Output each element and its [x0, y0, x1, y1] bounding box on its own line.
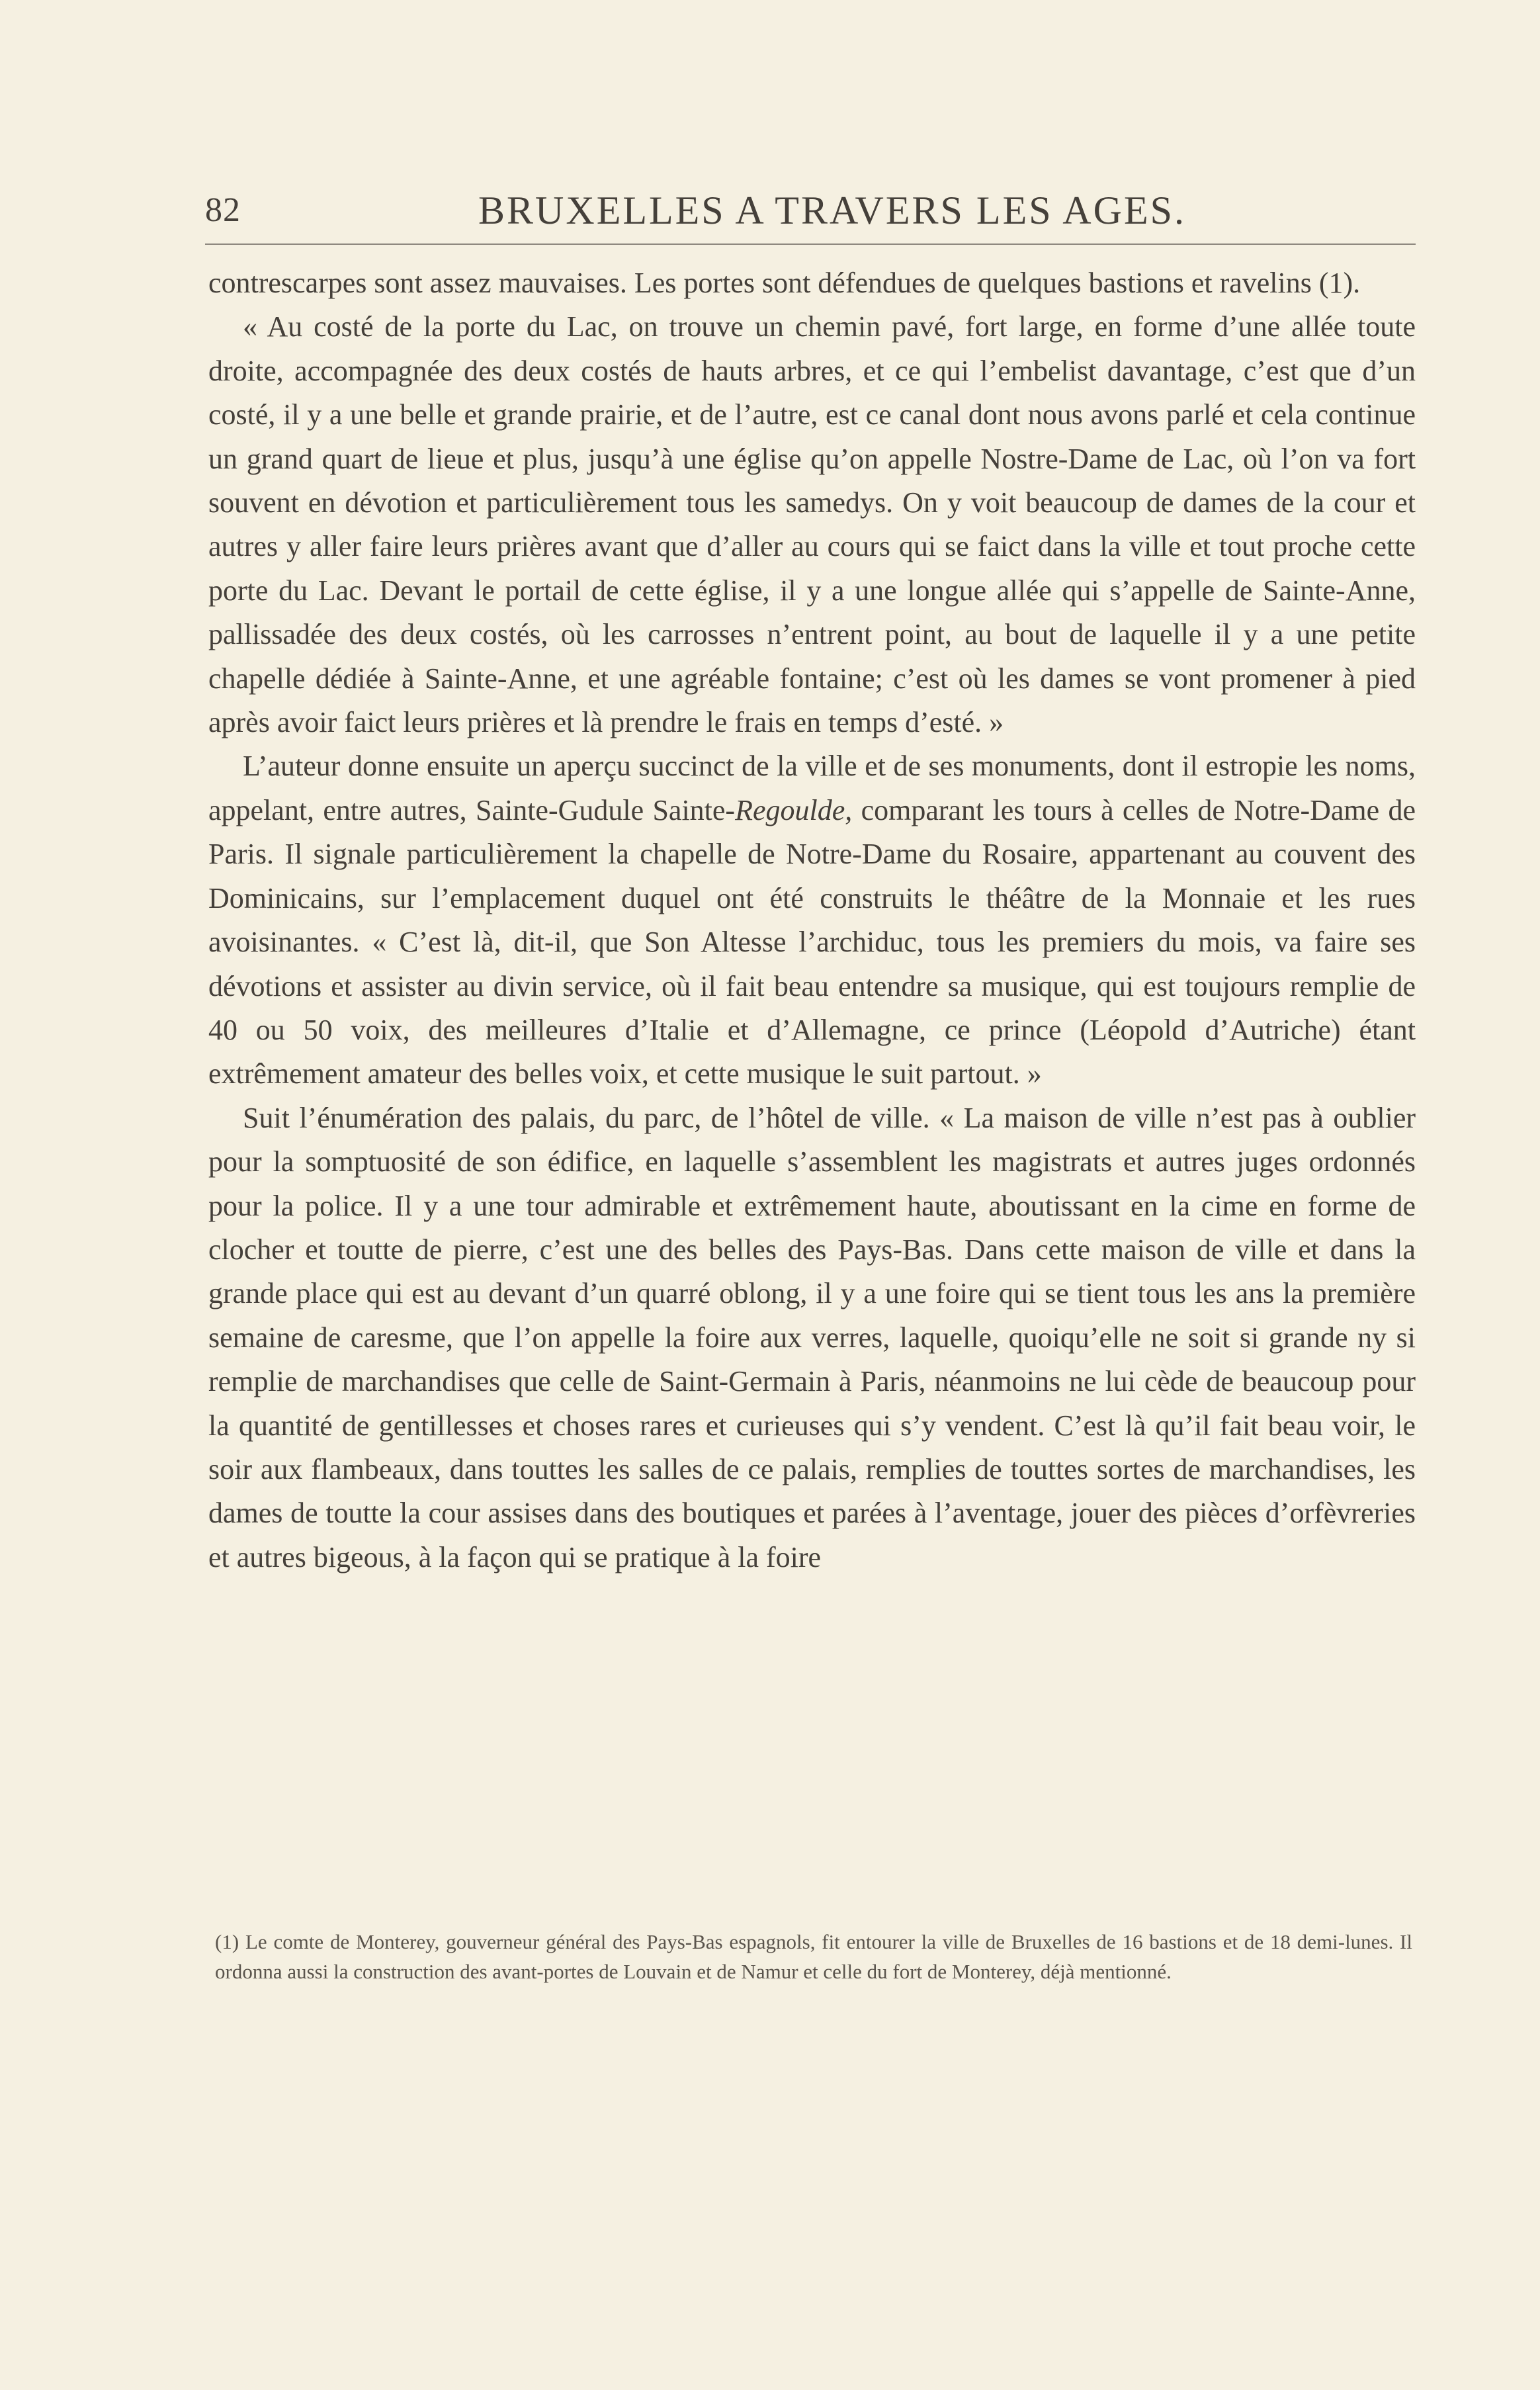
main-text	[208, 261, 1416, 1579]
italic-name: Regoulde,	[735, 793, 853, 826]
page-number: 82	[205, 191, 241, 229]
paragraph	[208, 744, 1416, 1096]
running-title: BRUXELLES A TRAVERS LES AGES.	[478, 189, 1186, 232]
paragraph: Suit l’énumération des palais, du parc, de l’hôtel de ville. « La maison de ville n’est pas à oublier pour la somptuosité de son édifice, en laquelle s’assemblent les magistrats et autres juges ordonnés pour la police. Il y a une tour admirable et extrêmement haute, aboutissant en la cime en forme de clocher et toutte de pierre, c’est une des belles des Pays-Bas. Dans cette maison de ville et dans la grande place qui est au devant d’un quarré oblong, il y a une foire qui se tient tous les ans la première semaine de caresme, que l’on appelle la foire aux verres, laquelle, quoiqu’elle ne soit si grande ny si remplie de marchandises que celle de Saint-Germain à Paris, néanmoins ne lui cède de beaucoup pour la quantité de gentillesses et choses rares et curieuses qui s’y vendent. C’est là qu’il fait beau voir, le soir aux flambeaux, dans touttes les salles de ce palais, remplies de touttes sortes de marchandises, les dames de toutte la cour assises dans des boutiques et parées à l’aventage, jouer des pièces d’orfèvreries et autres bigeous, à la façon qui se pratique à la foire	[208, 1101, 1416, 1573]
page-header	[205, 179, 1416, 238]
paragraph-text: comparant les tours à celles de Notre-Dame de Paris. Il signale particulièrement la chapelle de Notre-Dame du Rosaire, appartenant au couvent des Dominicains, sur l’emplacement duquel ont été construits le théâtre de la Monnaie et les rues avoisinantes. « C’est là, dit-il, que Son Altesse l’archiduc, tous les premiers du mois, va faire ses dévotions et assister au divin service, où il fait beau entendre sa musique, qui est toujours remplie de 40 ou 50 voix, des meilleures d’Italie et d’Allemagne, ce prince (Léopold d’Autriche) étant extrêmement amateur des belles voix, et cette musique le suit partout. »	[208, 793, 1416, 1090]
paragraph-text: L’auteur donne ensuite un aperçu succinct de la ville et de ses monuments, dont il estropie les noms, appelant, entre autres, Sainte-Gudule Sainte-	[208, 750, 1416, 826]
paragraph: « Au costé de la porte du Lac, on trouve un chemin pavé, fort large, en forme d’une allée toute droite, accompagnée des deux costés de hauts arbres, et ce qui l’embelist davantage, c’est que d’un costé, il y a une belle et grande prairie, et de l’autre, est ce canal dont nous avons parlé et cela continue un grand quart de lieue et plus, jusqu’à une église qu’on appelle Nostre-Dame de Lac, où l’on va fort souvent en dévotion et particulièrement tous les samedys. On y voit beaucoup de dames de la cour et autres y aller faire leurs prières avant que d’aller au cours qui se faict dans la ville et tout proche cette porte du Lac. Devant le portail de cette église, il y a une longue allée qui s’appelle de Sainte-Anne, pallissadée des deux costés, où les carrosses n’entrent point, au bout de laquelle il y a une petite chapelle dédiée à Sainte-Anne, et une agréable fontaine; c’est où les dames se vont promener à pied après avoir faict leurs prières et là prendre le frais en temps d’esté. »	[208, 310, 1416, 739]
footnotes	[215, 1927, 1412, 1986]
footnote: (1) Le comte de Monterey, gouverneur général des Pays-Bas espagnols, fit entourer la ville de Bruxelles de 16 bastions et de 18 demi-lunes. Il ordonna aussi la construction des avant-portes de Louvain et de Namur et celle du fort de Monterey, déjà mentionné.	[215, 1930, 1412, 1983]
paragraph: contrescarpes sont assez mauvaises. Les portes sont défendues de quelques bastions et ravelins (1).	[208, 267, 1361, 299]
header-rule	[205, 243, 1416, 245]
